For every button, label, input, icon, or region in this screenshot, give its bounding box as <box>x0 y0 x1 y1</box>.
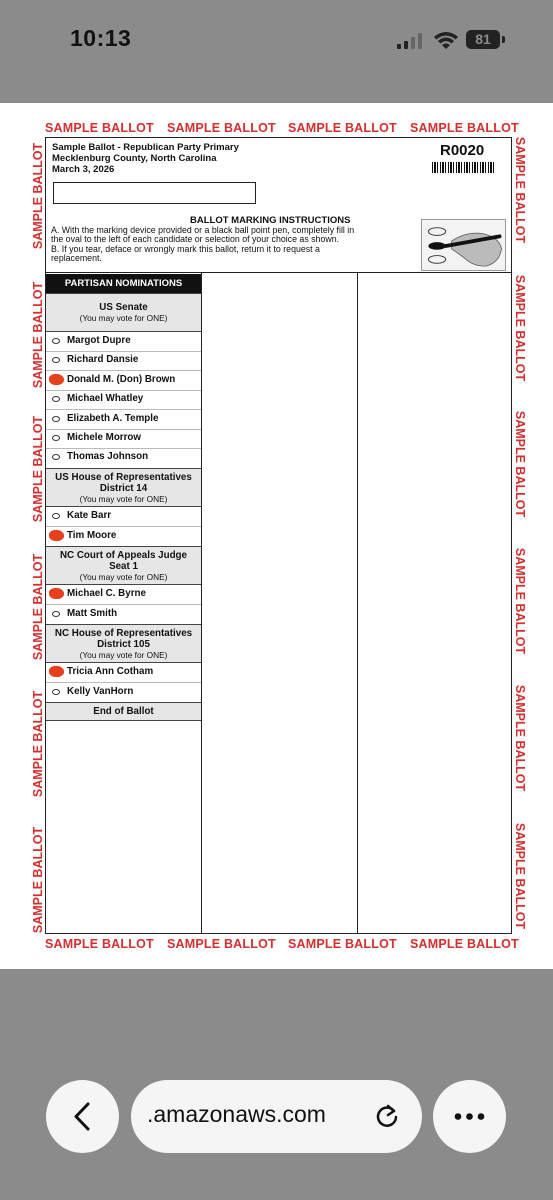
candidate-name: Michael C. Byrne <box>67 588 146 599</box>
ballot-oval[interactable] <box>52 689 60 695</box>
instructions-line: the oval to the left of each candidate or selection of your choice as shown. <box>51 234 340 245</box>
candidate-name: Richard Dansie <box>67 354 139 365</box>
race-vote-note: (You may vote for ONE) <box>79 572 168 582</box>
ballot-code: R0020 <box>440 142 485 159</box>
status-time: 10:13 <box>70 25 132 51</box>
candidate-name: Elizabeth A. Temple <box>67 413 159 424</box>
race-vote-note: (You may vote for ONE) <box>79 650 168 660</box>
candidate-row[interactable] <box>46 429 201 448</box>
chevron-left-icon <box>46 1080 119 1153</box>
watermark-top-3: SAMPLE BALLOT <box>288 121 397 135</box>
race-title: NC House of Representatives <box>54 628 193 639</box>
candidate-name: Margot Dupre <box>67 335 131 346</box>
race-title: NC Court of Appeals Judge <box>59 550 187 561</box>
race-title: US Senate <box>99 302 148 313</box>
ballot-oval[interactable] <box>52 454 60 460</box>
watermark-left-3: SAMPLE BALLOT <box>31 415 45 523</box>
battery-icon <box>502 36 505 43</box>
ballot-oval[interactable] <box>52 396 60 402</box>
candidate-name: Michele Morrow <box>67 432 142 443</box>
candidate-row[interactable] <box>46 332 201 351</box>
ballot-oval[interactable] <box>52 338 60 344</box>
watermark-bottom-4: SAMPLE BALLOT <box>410 937 519 951</box>
candidate-name: Matt Smith <box>67 608 118 619</box>
candidate-name: Kelly VanHorn <box>67 686 134 697</box>
ballot-oval-marked[interactable] <box>49 530 64 541</box>
status-bar <box>0 0 553 103</box>
ballot-oval-marked[interactable] <box>49 666 64 677</box>
battery-level: 81 <box>466 30 500 49</box>
ballot-header-line: March 3, 2026 <box>52 164 115 175</box>
back-button[interactable] <box>46 1080 119 1153</box>
watermark-right-6: SAMPLE BALLOT <box>513 822 527 930</box>
race-header-us-senate <box>46 293 201 332</box>
watermark-left-1: SAMPLE BALLOT <box>31 142 45 250</box>
candidate-name: Thomas Johnson <box>67 451 149 462</box>
watermark-left-5: SAMPLE BALLOT <box>31 690 45 798</box>
watermark-bottom-2: SAMPLE BALLOT <box>167 937 276 951</box>
race-vote-note: (You may vote for ONE) <box>79 313 168 323</box>
candidate-row[interactable] <box>46 663 201 682</box>
candidate-row[interactable] <box>46 410 201 429</box>
barcode <box>432 162 496 173</box>
candidate-name: Donald M. (Don) Brown <box>67 374 176 385</box>
race-header-nc-house <box>46 624 201 663</box>
watermark-right-5: SAMPLE BALLOT <box>513 684 527 792</box>
hand-marking-oval-icon <box>421 219 506 271</box>
race-title: US House of Representatives <box>55 472 192 483</box>
candidate-row[interactable] <box>46 585 201 604</box>
candidate-row[interactable] <box>46 683 201 702</box>
candidate-row[interactable] <box>46 605 201 624</box>
watermark-left-6: SAMPLE BALLOT <box>31 826 45 934</box>
column-divider-1 <box>201 273 202 934</box>
watermark-right-2: SAMPLE BALLOT <box>513 274 527 382</box>
watermark-right-1: SAMPLE BALLOT <box>513 136 527 244</box>
watermark-bottom-3: SAMPLE BALLOT <box>288 937 397 951</box>
instructions-title: BALLOT MARKING INSTRUCTIONS <box>190 215 351 226</box>
ballot-oval[interactable] <box>52 611 60 617</box>
ballot-header-line: Sample Ballot - Republican Party Primary <box>52 142 239 153</box>
race-title: District 105 <box>97 639 150 650</box>
race-header-court-of-appeals <box>46 546 201 585</box>
column-divider-2 <box>357 273 358 934</box>
candidate-row[interactable] <box>46 371 201 390</box>
candidate-name: Tricia Ann Cotham <box>67 666 154 677</box>
candidate-row[interactable] <box>46 507 201 526</box>
ballot-oval-marked[interactable] <box>49 588 64 599</box>
cellular-signal-icon <box>397 33 425 49</box>
watermark-top-4: SAMPLE BALLOT <box>410 121 519 135</box>
ballot-header <box>52 142 239 175</box>
candidate-name: Michael Whatley <box>67 393 144 404</box>
candidate-name: Kate Barr <box>67 510 112 521</box>
watermark-right-4: SAMPLE BALLOT <box>513 547 527 655</box>
watermark-bottom-1: SAMPLE BALLOT <box>45 937 154 951</box>
candidate-row[interactable] <box>46 390 201 409</box>
race-header-us-house <box>46 468 201 507</box>
instructions-line: B. If you tear, deface or wrongly mark this ballot, return it to request a <box>51 243 320 254</box>
ballot-oval-marked[interactable] <box>49 374 64 385</box>
header-divider <box>45 272 512 273</box>
instructions-line: replacement. <box>51 253 102 264</box>
race-vote-note: (You may vote for ONE) <box>79 494 168 504</box>
blank-id-box <box>53 182 256 204</box>
watermark-right-3: SAMPLE BALLOT <box>513 410 527 518</box>
watermark-left-2: SAMPLE BALLOT <box>31 281 45 389</box>
section-title: PARTISAN NOMINATIONS <box>46 274 201 293</box>
race-title: District 14 <box>99 483 148 494</box>
watermark-left-4: SAMPLE BALLOT <box>31 553 45 661</box>
wifi-icon <box>433 30 459 50</box>
ballot-oval[interactable] <box>52 416 60 422</box>
watermark-top-2: SAMPLE BALLOT <box>167 121 276 135</box>
ballot-oval[interactable] <box>52 513 60 519</box>
url-text: .amazonaws.com <box>147 1101 326 1127</box>
instructions-text <box>51 226 416 264</box>
watermark-top-1: SAMPLE BALLOT <box>45 121 154 135</box>
race-title: Seat 1 <box>109 561 138 572</box>
end-of-ballot: End of Ballot <box>46 702 201 721</box>
instructions-line: A. With the marking device provided or a black ball point pen, completely fill in <box>51 225 355 235</box>
ellipsis-icon <box>433 1080 506 1153</box>
candidate-name: Tim Moore <box>67 530 117 541</box>
candidate-row[interactable] <box>46 448 201 467</box>
candidate-row[interactable] <box>46 527 201 546</box>
ballot-oval[interactable] <box>52 357 60 363</box>
candidate-row[interactable] <box>46 351 201 370</box>
ballot-header-line: Mecklenburg County, North Carolina <box>52 153 217 164</box>
ballot-oval[interactable] <box>52 435 60 441</box>
more-button[interactable] <box>433 1080 506 1153</box>
reload-icon[interactable] <box>373 1102 401 1130</box>
